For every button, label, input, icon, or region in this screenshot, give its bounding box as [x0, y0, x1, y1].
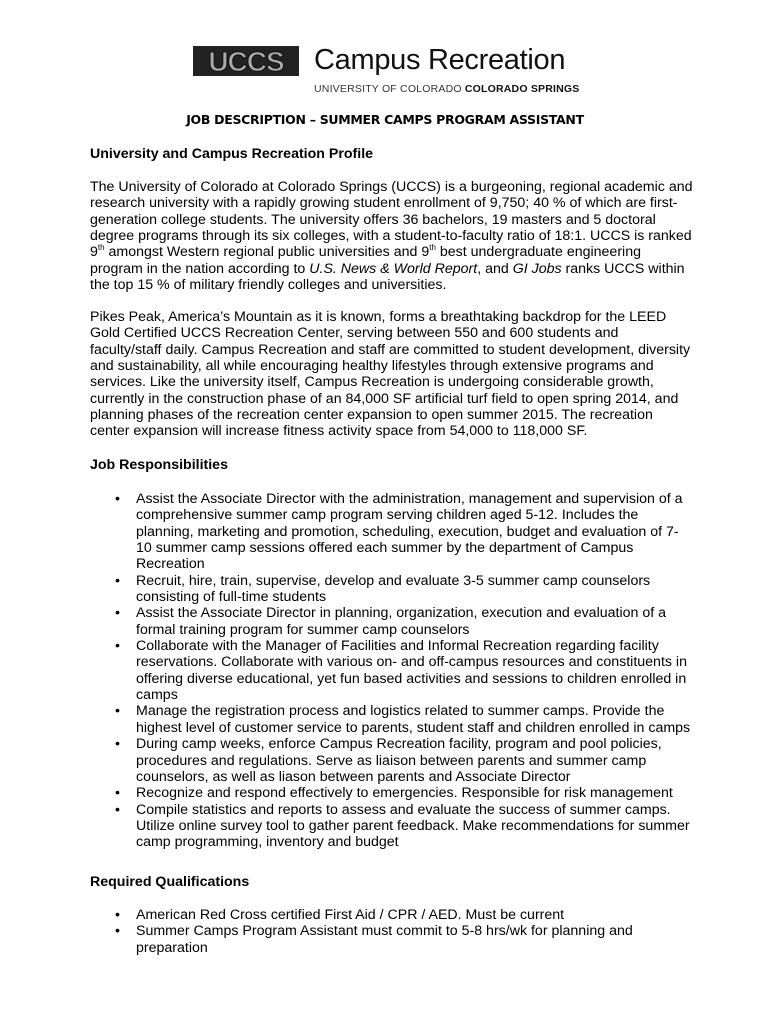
text-line: • American Red Cross certified First Aid / CPR / AED. Must be current: [136, 907, 565, 923]
university-subtitle: UNIVERSITY OF COLORADO COLORADO SPRINGS: [314, 83, 580, 95]
text-line: • Manage the registration process and logistics related to summer camps. Provide the: [136, 703, 665, 720]
profile-paragraph-1: The University of Colorado at Colorado Springs (UCCS) is a burgeoning, regional academic and research university with a rapidly growing student enrollment of 9,750; 40 % of which are first- generation college students. The university offers 36 bachelors, 19 masters and 5 doctoral degree programs through its six colleges, with a student-to-faculty ratio of 18:1. UCCS is ranked 9th amongst Western regional public universities and 9th best undergraduate engineering program in the nation according to U.S. News & World Report, and GI Jobs ranks UCCS within the top 15 % of military friendly colleges and universities.: [90, 179, 693, 294]
text-line: • Summer Camps Program Assistant must commit to 5-8 hrs/wk for planning and: [136, 923, 633, 940]
text-line: comprehensive summer camp program serving children aged 5-12. Includes the: [136, 507, 639, 524]
list-item: [90, 802, 690, 851]
responsibilities-list: [90, 491, 690, 851]
text-line: procedures and regulations. Serve as liaison between parents and summer camp: [136, 752, 647, 769]
text-line: • Assist the Associate Director with the administration, management and supervision of a: [136, 491, 683, 507]
text-line: planning, marketing and promotion, scheduling, execution, budget and evaluation of 7-: [136, 523, 679, 540]
list-item: [90, 785, 690, 801]
text-line: 10 summer camp sessions offered each summer by the department of Campus: [136, 540, 634, 557]
text-line: reservations. Collaborate with various on- and off-campus resources and constituents in: [136, 654, 687, 671]
list-item: [90, 923, 633, 956]
text-line: currently in the construction phase of an 84,000 SF artificial turf field to open spring 2014, and: [90, 390, 679, 407]
list-item: [90, 736, 690, 785]
text-line: • Compile statistics and reports to assess and evaluate the success of summer camps.: [136, 801, 671, 818]
list-item: [90, 638, 690, 703]
text-line: Utilize online survey tool to gather parent feedback. Make recommendations for summer: [136, 817, 690, 834]
text-line: formal training program for summer camp counselors: [136, 621, 470, 638]
text-line: Gold Certified UCCS Recreation Center, serving between 550 and 600 students and: [90, 325, 619, 342]
text-line: and sustainability, all while encouraging healthy lifestyles through extensive programs and: [90, 358, 654, 375]
text-line: Recreation: [136, 556, 205, 573]
text-line: • Recognize and respond effectively to emergencies. Responsible for risk management: [136, 785, 673, 802]
text-line: • Assist the Associate Director in planning, organization, execution and evaluation of a: [136, 605, 666, 622]
svg-text:UCCS: UCCS: [208, 46, 284, 76]
text-line: preparation: [136, 939, 208, 956]
profile-heading: University and Campus Recreation Profile: [90, 146, 374, 162]
text-line: Pikes Peak, America’s Mountain as it is known, forms a breathtaking backdrop for the LEED: [90, 309, 667, 325]
list-item: [90, 907, 633, 923]
profile-paragraph-2: [90, 309, 690, 440]
document-title: JOB DESCRIPTION – SUMMER CAMPS PROGRAM ASSISTANT: [186, 112, 584, 127]
text-line: center expansion will increase fitness activity space from 54,000 to 118,000 SF.: [90, 423, 588, 440]
text-line: camp programming, inventory and budget: [136, 834, 399, 851]
list-item: [90, 605, 690, 638]
text-line: • Recruit, hire, train, supervise, develop and evaluate 3-5 summer camp counselors: [136, 572, 651, 589]
list-item: [90, 491, 690, 573]
text-line: • Collaborate with the Manager of Facilities and Informal Recreation regarding facility: [136, 638, 659, 655]
text-line: • During camp weeks, enforce Campus Recreation facility, program and pool policies,: [136, 736, 662, 753]
text-line: consisting of full-time students: [136, 589, 327, 606]
text-line: camps: [136, 687, 178, 704]
list-item: [90, 703, 690, 736]
text-line: counselors, as well as liason between parents and Associate Director: [136, 768, 571, 785]
text-line: faculty/staff daily. Campus Recreation and staff are committed to student development, diversity: [90, 341, 691, 358]
text-line: offering diverse educational, yet fun based activities and sessions to children enrolled in: [136, 670, 687, 687]
brand-name: Campus Recreation: [314, 44, 566, 76]
responsibilities-heading: Job Responsibilities: [90, 457, 228, 473]
uccs-logo: [193, 46, 299, 76]
text-line: planning phases of the recreation center expansion to open summer 2015. The recreation: [90, 407, 653, 424]
list-item: [90, 573, 690, 606]
qualifications-list: [90, 907, 633, 956]
text-line: highest level of customer service to parents, student staff and children enrolled in camps: [136, 719, 691, 736]
qualifications-heading: Required Qualifications: [90, 874, 250, 890]
text-line: services. Like the university itself, Campus Recreation is undergoing considerable growth,: [90, 374, 654, 391]
